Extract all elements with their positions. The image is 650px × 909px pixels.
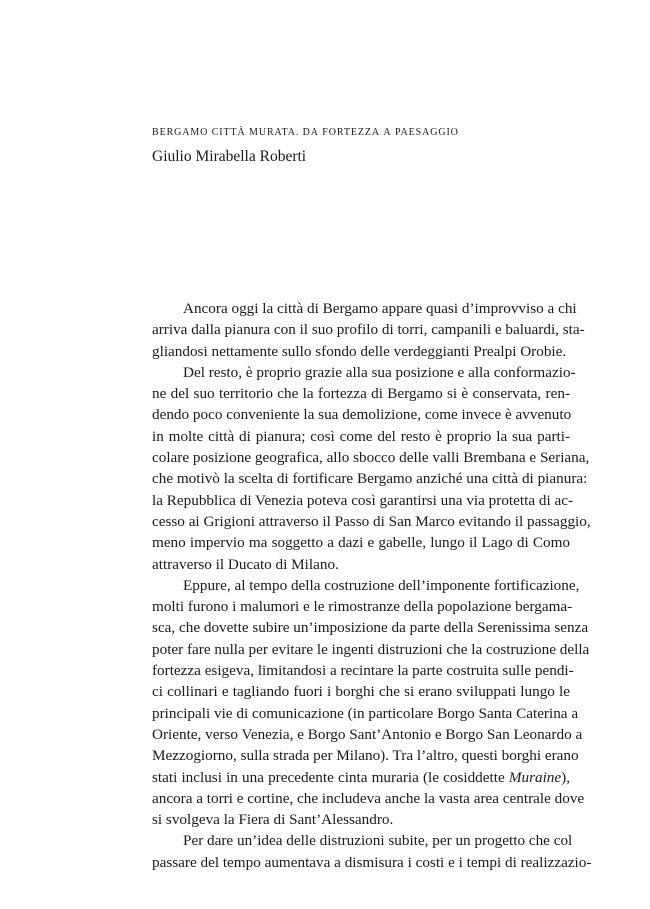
text-line: sca, che dovette subire un’imposizione da parte della Serenissima senza xyxy=(152,619,589,637)
text-line: che motivò la scelta di fortificare Bergamo anziché una città di pianura: xyxy=(152,470,588,488)
text-line xyxy=(152,767,570,788)
text-line: Ancora oggi la città di Bergamo appare quasi d’improvviso a chi xyxy=(183,300,577,317)
text-line: arriva dalla pianura con il suo profilo di torri, campanili e baluardi, sta- xyxy=(152,321,585,339)
text-line: in molte città di pianura; così come del resto è proprio la sua parti- xyxy=(152,427,570,445)
text-line: meno impervio ma soggetto a dazi e gabelle, lungo il Lago di Como xyxy=(152,534,570,552)
text-line: Oriente, verso Venezia, e Borgo Sant’Antonio e Borgo San Leonardo a xyxy=(152,725,583,743)
italic-term: Muraine xyxy=(508,768,562,786)
author-name: Giulio Mirabella Roberti xyxy=(152,148,307,165)
text-fragment: stati inclusi in una precedente cinta muraria (le cosiddette xyxy=(152,768,509,786)
text-fragment: ), xyxy=(561,768,570,786)
text-line: Del resto, è proprio grazie alla sua posizione e alla conformazio- xyxy=(183,363,576,381)
text-line: dendo poco conveniente la sua demolizione, come invece è avvenuto xyxy=(152,406,572,424)
text-line: Per dare un’idea delle distruzioni subite, per un progetto che col xyxy=(183,832,573,850)
text-line: la Repubblica di Venezia poteva così garantirsi una via protetta di ac- xyxy=(152,491,574,509)
text-line: poter fare nulla per evitare le ingenti distruzioni che la costruzione della xyxy=(152,640,590,658)
text-line: colare posizione geografica, allo sbocco delle valli Brembana e Seriana, xyxy=(152,449,590,467)
body-text xyxy=(152,298,592,873)
text-line: ne del suo territorio che la fortezza di Bergamo si è conservata, ren- xyxy=(152,385,570,403)
text-line: attraverso il Ducato di Milano. xyxy=(152,555,339,573)
text-line: ancora a torri e cortine, che includeva anche la vasta area centrale dove xyxy=(152,789,585,807)
text-line: cesso ai Grigioni attraverso il Passo di San Marco evitando il passaggio, xyxy=(152,512,591,530)
text-line: gliandosi nettamente sullo sfondo delle verdeggianti Prealpi Orobie. xyxy=(152,342,567,360)
text-line: principali vie di comunicazione (in particolare Borgo Santa Caterina a xyxy=(152,704,579,722)
chapter-title: bergamo città murata. da fortezza a paesaggio xyxy=(152,123,459,139)
text-line: molti furono i malumori e le rimostranze della popolazione bergama- xyxy=(152,598,573,616)
text-line: Eppure, al tempo della costruzione dell’imponente fortificazione, xyxy=(183,576,580,594)
text-line: ci collinari e tagliando fuori i borghi che si erano sviluppati lungo le xyxy=(152,683,570,701)
text-line: passare del tempo aumentava a dismisura i costi e i tempi di realizzazio- xyxy=(152,853,592,871)
text-line: fortezza esigeva, limitandosi a recintare la parte costruita sulle pendi- xyxy=(152,662,574,680)
text-line: Mezzogiorno, sulla strada per Milano). Tra l’altro, questi borghi erano xyxy=(152,747,579,765)
text-line: si svolgeva la Fiera di Sant’Alessandro. xyxy=(152,811,394,829)
